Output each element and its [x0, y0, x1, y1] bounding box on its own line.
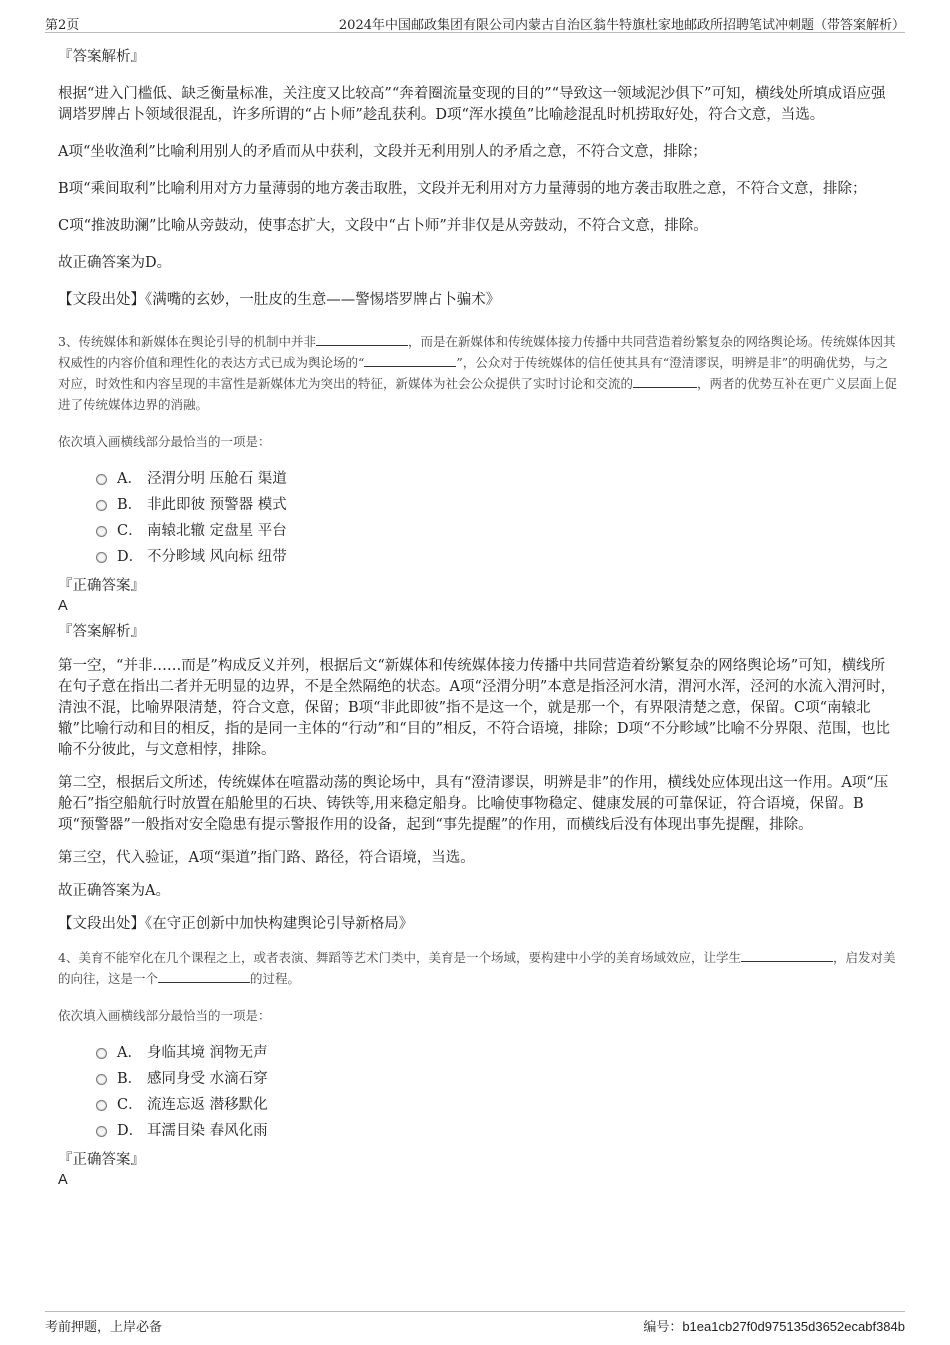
fill-blank	[741, 949, 833, 962]
radio-button[interactable]	[96, 474, 107, 485]
stem-text: ，而是在新媒体和传统媒体接力传播中共同营造着纷繁复杂的网络舆论场。传统媒体因其权威性的内容价值和理性化的表达方式已成为舆论场的“	[58, 334, 896, 370]
option-text: 身临其境 润物无声	[147, 1045, 268, 1061]
question-stem	[58, 331, 898, 415]
option-d[interactable]	[96, 1118, 898, 1144]
option-text: 感同身受 水滴石穿	[147, 1071, 268, 1087]
option-letter: C．	[117, 1097, 143, 1113]
page-content	[58, 47, 898, 1190]
answer-label: 『正确答案』	[58, 578, 145, 594]
option-letter: A．	[117, 1045, 142, 1061]
radio-button[interactable]	[96, 552, 107, 563]
option-text: 耳濡目染 春风化雨	[147, 1123, 268, 1139]
question-prompt: 依次填入画横线部分最恰当的一项是：	[58, 1008, 271, 1023]
source-citation: 【文段出处】《在守正创新中加快构建舆论引导新格局》	[58, 916, 414, 932]
stem-text: ，两者的优势互补在更广义层面上促进了传统媒体边界的消融。	[58, 376, 898, 412]
page-footer	[45, 1311, 905, 1336]
analysis-paragraph: 第一空，“并非……而是”构成反义并列，根据后文“新媒体和传统媒体接力传播中共同营造着纷繁复杂的网络舆论场”可知，横线所在句子意在指出二者并无明显的边界，不是全然隔绝的状态。A项“泾渭分明”本意是指泾河水清，渭河水浑，泾河的水流入渭河时，清浊不混，比喻界限清楚，符合文意，保留；B项“非此即彼”指不是这一个，就是那一个，有界限清楚之意，保留。C项“南辕北辙”比喻行动和目的相反，指的是同一主体的“行动”和“目的”相反，不符合语境，排除；D项“不分畛域”比喻不分界限、范围，也比喻不分彼此，与文意相悖，排除。	[58, 658, 896, 758]
option-text: 泾渭分明 压舱石 渠道	[147, 471, 287, 487]
option-letter: D．	[117, 1123, 144, 1139]
option-a[interactable]	[96, 1040, 898, 1066]
question-stem	[58, 947, 898, 989]
option-text: 不分畛域 风向标 纽带	[147, 549, 287, 565]
document-code	[643, 1316, 905, 1335]
stem-text: 的过程。	[250, 971, 301, 986]
answer-value: A	[58, 1172, 68, 1188]
answer-label: 『正确答案』	[58, 1152, 145, 1168]
stem-text: ”，公众对于传统媒体的信任使其具有“澄清谬误，明辨是非”的明确优势，与之对应，时效性和内容呈现的丰富性是新媒体尤为突出的特征，新媒体为社会公众提供了实时讨论和交流的	[58, 355, 889, 391]
document-title: 2024年中国邮政集团有限公司内蒙古自治区翁牛特旗杜家地邮政所招聘笔试冲刺题（带答案解析）	[338, 18, 905, 33]
options-list	[58, 466, 898, 570]
option-d[interactable]	[96, 544, 898, 570]
analysis-label: 『答案解析』	[58, 49, 145, 65]
radio-button[interactable]	[96, 1048, 107, 1059]
analysis-paragraph: 根据“进入门槛低、缺乏衡量标准，关注度又比较高”“奔着圈流量变现的目的”“导致这一领域泥沙俱下”可知，横线处所填成语应强调塔罗牌占卜领域很混乱，许多所谓的“占卜师”趁乱获利。D项“浑水摸鱼”比喻趁混乱时机捞取好处，符合文意，当选。	[58, 86, 886, 123]
analysis-conclusion: 故正确答案为A。	[58, 883, 170, 899]
source-citation: 【文段出处】《满嘴的玄妙，一肚皮的生意——警惕塔罗牌占卜骗术》	[58, 292, 501, 308]
analysis-label: 『答案解析』	[58, 624, 145, 640]
code-label: 编号：	[643, 1320, 683, 1335]
analysis-paragraph: C项“推波助澜”比喻从旁鼓动，使事态扩大，文段中“占卜师”并非仅是从旁鼓动，不符合文意，排除。	[58, 218, 708, 234]
answer-value: A	[58, 598, 68, 614]
stem-text: ，启发对美的向往，这是一个	[58, 950, 896, 986]
option-letter: C．	[117, 523, 143, 539]
option-text: 非此即彼 预警器 模式	[147, 497, 287, 513]
radio-button[interactable]	[96, 1074, 107, 1085]
option-text: 流连忘返 潜移默化	[147, 1097, 268, 1113]
options-list	[58, 1040, 898, 1144]
analysis-paragraph: 第三空，代入验证，A项“渠道”指门路、路径，符合语境，当选。	[58, 850, 475, 866]
option-letter: A．	[117, 471, 142, 487]
option-c[interactable]	[96, 1092, 898, 1118]
analysis-paragraph: A项“坐收渔利”比喻利用别人的矛盾而从中获利，文段并无利用别人的矛盾之意，不符合文意，排除；	[58, 144, 707, 160]
fill-blank	[158, 970, 250, 983]
fill-blank	[364, 354, 456, 367]
option-b[interactable]	[96, 1066, 898, 1092]
analysis-paragraph: 第二空，根据后文所述，传统媒体在喧嚣动荡的舆论场中，具有“澄清谬误，明辨是非”的作用，横线处应体现出这一作用。A项“压舱石”指空船航行时放置在船舱里的石块、铸铁等,用来稳定船身。比喻使事物稳定、健康发展的可靠保证，符合语境，保留。B项“预警器”一般指对安全隐患有提示警报作用的设备，起到“事先提醒”的作用，而横线后没有体现出事先提醒，排除。	[58, 775, 889, 833]
code-value: b1ea1cb27f0d975135d3652ecabf384b	[682, 1319, 905, 1334]
question-prompt: 依次填入画横线部分最恰当的一项是：	[58, 434, 271, 449]
option-a[interactable]	[96, 466, 898, 492]
page-header	[45, 12, 905, 33]
option-c[interactable]	[96, 518, 898, 544]
radio-button[interactable]	[96, 1100, 107, 1111]
option-text: 南辕北辙 定盘星 平台	[147, 523, 287, 539]
stem-text: 4、美育不能窄化在几个课程之上，或者表演、舞蹈等艺术门类中，美育是一个场域，要构建中小学的美育场域效应，让学生	[58, 950, 741, 965]
radio-button[interactable]	[96, 526, 107, 537]
option-b[interactable]	[96, 492, 898, 518]
fill-blank	[316, 333, 408, 346]
footer-slogan: 考前押题，上岸必备	[45, 1320, 163, 1335]
fill-blank	[633, 375, 697, 388]
radio-button[interactable]	[96, 500, 107, 511]
stem-text: 3、传统媒体和新媒体在舆论引导的机制中并非	[58, 334, 316, 349]
option-letter: B．	[117, 1071, 143, 1087]
analysis-paragraph: B项“乘间取利”比喻利用对方力量薄弱的地方袭击取胜，文段并无利用对方力量薄弱的地方袭击取胜之意，不符合文意，排除；	[58, 181, 867, 197]
radio-button[interactable]	[96, 1126, 107, 1137]
option-letter: D．	[117, 549, 144, 565]
option-letter: B．	[117, 497, 143, 513]
analysis-conclusion: 故正确答案为D。	[58, 255, 172, 271]
page-number: 第2页	[45, 18, 80, 33]
